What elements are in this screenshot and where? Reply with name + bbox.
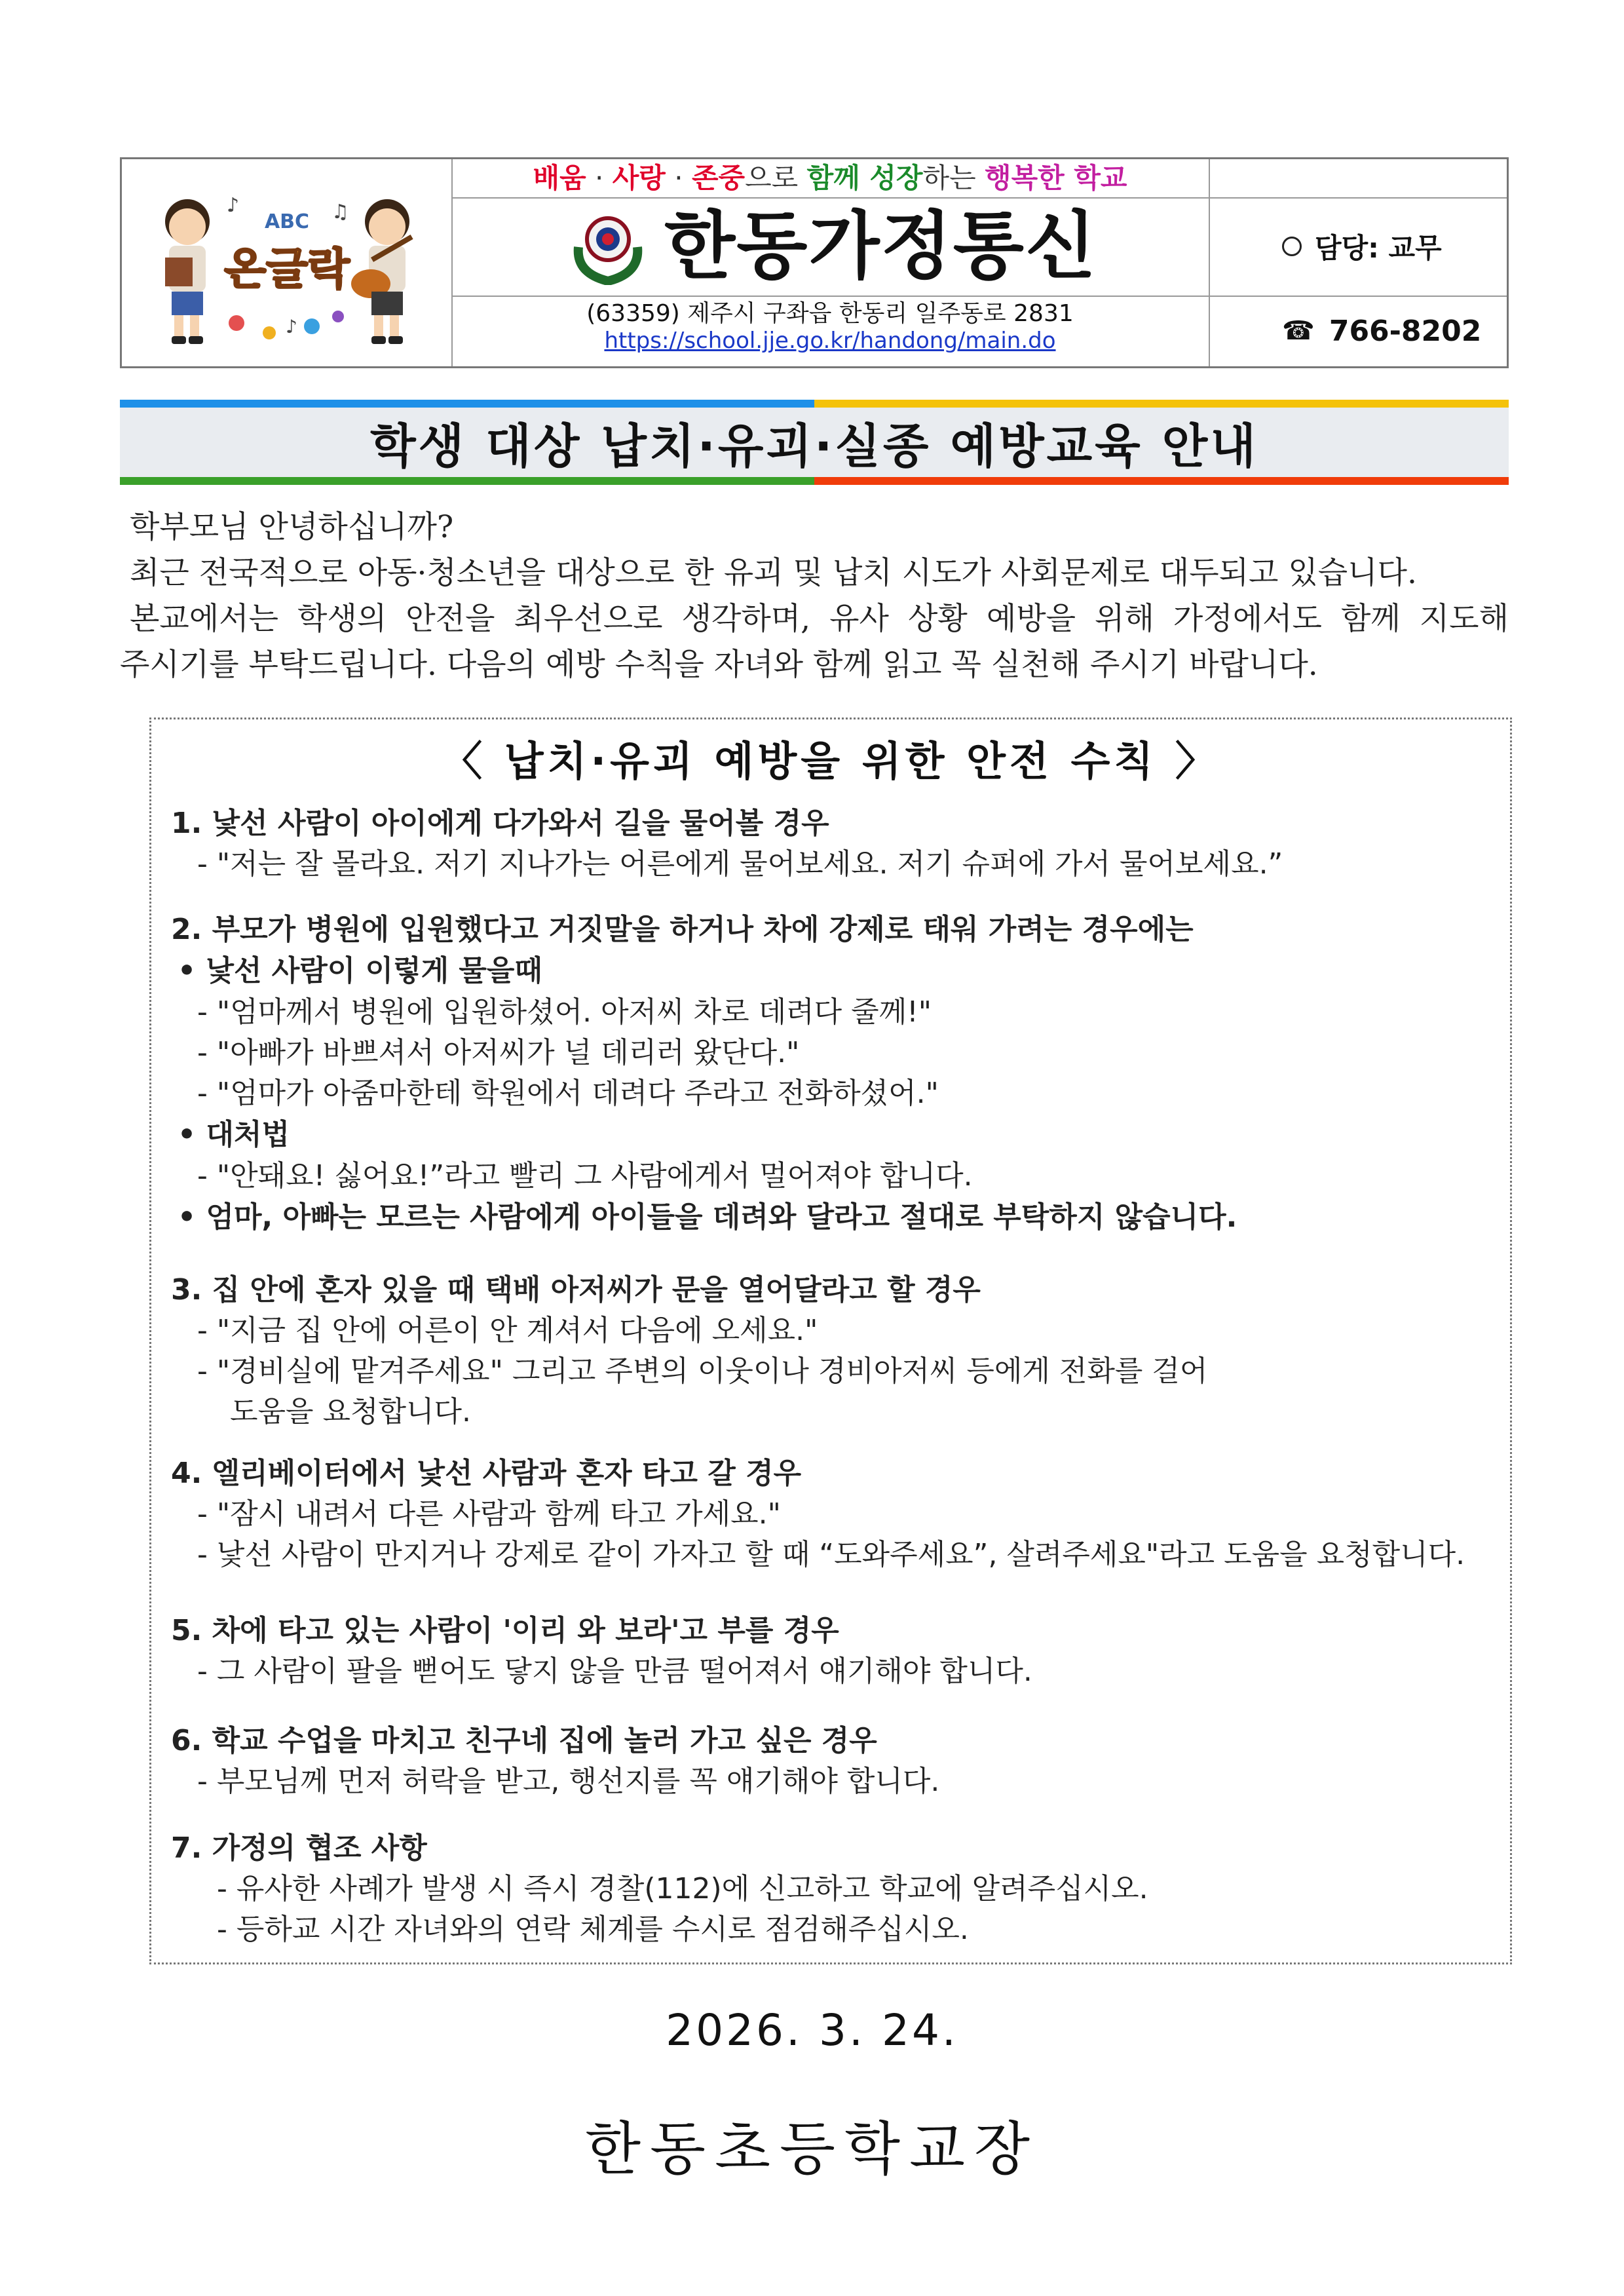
slogan-part: 존중 (691, 162, 746, 194)
rule-item-continued: 도움을 요청합니다. (230, 1395, 472, 1428)
slogan-part: 하는 (922, 162, 985, 194)
slogan-part: 배움 (533, 162, 586, 194)
title-banner (120, 400, 1509, 485)
rule-item: - 유사한 사례가 발생 시 즉시 경찰(112)에 신고하고 학교에 알려주십시오. (217, 1872, 1148, 1905)
rule-bullet: • 대처법 (178, 1118, 290, 1151)
manager-cell (1210, 197, 1506, 296)
banner-bar (120, 400, 814, 408)
slogan-part: 함께 성장 (806, 162, 923, 194)
notice-date: 2026. 3. 24. (666, 2005, 958, 2056)
manager-label: 담당: 교무 (1315, 232, 1442, 264)
rule-heading: 5. 차에 타고 있는 사람이 '이리 와 보라'고 부를 경우 (171, 1614, 839, 1647)
rule-item: - 부모님께 먼저 허락을 받고, 행선지를 꼭 얘기해야 합니다. (197, 1765, 940, 1798)
rule-heading: 1. 낯선 사람이 아이에게 다가와서 길을 물어볼 경우 (171, 807, 829, 840)
principal-signature: 한동초등학교장 (584, 2115, 1040, 2183)
title-cell (451, 197, 1209, 296)
slogan-part: 사랑 (612, 162, 666, 194)
intro-paragraph: 최근 전국적으로 아동·청소년을 대상으로 한 유괴 및 납치 시도가 사회문제로 대두되고 있습니다. (130, 555, 1417, 591)
rules-title: 〈 납치·유괴 예방을 위한 안전 수칙 〉 (442, 737, 1220, 785)
banner-bar (814, 400, 1509, 408)
rule-item: - "경비실에 맡겨주세요" 그리고 주변의 이웃이나 경비아저씨 등에게 전화를 걸어 (197, 1354, 1208, 1388)
rule-heading: 6. 학교 수업을 마치고 친구네 집에 놀러 가고 싶은 경우 (171, 1724, 877, 1757)
rule-section-2 (171, 909, 1237, 1238)
rule-heading: 4. 엘리베이터에서 낯선 사람과 혼자 타고 갈 경우 (171, 1457, 802, 1490)
svg-text:ABC: ABC (264, 210, 310, 233)
newsletter-title: 한동가정통신 (664, 204, 1098, 289)
svg-text:♫: ♫ (331, 201, 349, 223)
rule-item: - "잠시 내려서 다른 사람과 함께 타고 가세요." (197, 1497, 781, 1531)
banner-bar (814, 477, 1509, 485)
rule-item: - 낯선 사람이 만지거나 강제로 같이 가자고 할 때 “도와주세요”, 살려주세요"라고 도움을 요청합니다. (197, 1538, 1465, 1571)
rule-bullet: • 엄마, 아빠는 모르는 사람에게 아이들을 데려와 달라고 절대로 부탁하지 않습니다. (178, 1200, 1237, 1234)
greeting: 학부모님 안녕하십니까? (130, 509, 454, 545)
banner-bar (120, 477, 814, 485)
rule-item: - "아빠가 바쁘셔서 아저씨가 널 데리러 왔단다." (197, 1036, 800, 1069)
rule-item: - 그 사람이 팔을 뻗어도 닿지 않을 만큼 떨어져서 얘기해야 합니다. (197, 1655, 1032, 1688)
rule-item: - 등하교 시간 자녀와의 연락 체계를 수시로 점검해주십시오. (217, 1913, 969, 1946)
rule-item: - "지금 집 안에 어른이 안 계셔서 다음에 오세요." (197, 1314, 818, 1347)
school-address: (63359) 제주시 구좌읍 한동리 일주동로 2831 (586, 300, 1074, 327)
svg-text:♪: ♪ (286, 316, 297, 337)
rule-heading: 3. 집 안에 혼자 있을 때 택배 아저씨가 문을 열어달라고 할 경우 (171, 1273, 981, 1307)
notice-title: 학생 대상 납치·유괴·실종 예방교육 안내 (370, 419, 1258, 474)
intro-paragraph: 본교에서는 학생의 안전을 최우선으로 생각하며, 유사 상황 예방을 위해 가정에서도 함께 지도해 (130, 601, 1509, 637)
header-box (120, 157, 1509, 368)
slogan-part: · (665, 162, 692, 194)
circle-icon (1282, 237, 1302, 256)
logo-text: 온글락 (224, 244, 350, 294)
phone-cell (1210, 296, 1506, 366)
rule-section-4 (171, 1453, 1465, 1575)
school-emblem-icon (569, 208, 647, 285)
rule-section-3 (171, 1270, 1207, 1432)
rule-heading: 7. 가정의 협조 사항 (171, 1831, 427, 1865)
slogan-part: 으로 (745, 162, 807, 194)
slogan-part: · (586, 162, 613, 194)
rule-section-1 (171, 803, 1283, 885)
phone-icon: ☎ (1282, 316, 1315, 346)
rule-section-5 (171, 1611, 1032, 1692)
rule-item: - "엄마가 아줌마한테 학원에서 데려다 주라고 전화하셨어." (197, 1077, 939, 1110)
school-slogan (451, 159, 1209, 197)
kids-illustration (122, 159, 451, 366)
address-cell (451, 296, 1209, 366)
rule-item: - "엄마께서 병원에 입원하셨어. 아저씨 차로 데려다 줄께!" (197, 995, 932, 1029)
rule-item: - "안돼요! 싫어요!”라고 빨리 그 사람에게서 멀어져야 합니다. (197, 1159, 973, 1193)
rule-heading: 2. 부모가 병원에 입원했다고 거짓말을 하거나 차에 강제로 태워 가려는 경우에는 (171, 913, 1194, 946)
school-url-link[interactable]: https://school.jje.go.kr/handong/main.do (604, 328, 1056, 354)
intro-text (120, 505, 1509, 688)
slogan-part: 행복한 학교 (985, 162, 1127, 194)
rule-section-7 (171, 1828, 1148, 1950)
safety-rules-box (149, 718, 1512, 1964)
intro-paragraph: 주시기를 부탁드립니다. 다음의 예방 수칙을 자녀와 함께 읽고 꼭 실천해 주시기 바랍니다. (120, 647, 1318, 683)
rule-section-6 (171, 1721, 939, 1802)
rule-bullet: • 낯선 사람이 이렇게 물을때 (178, 954, 542, 987)
phone-number: 766-8202 (1329, 314, 1482, 348)
svg-text:♪: ♪ (227, 194, 240, 217)
rule-item: - "저는 잘 몰라요. 저기 지나가는 어른에게 물어보세요. 저기 슈퍼에 가서 물어보세요.” (197, 847, 1283, 881)
